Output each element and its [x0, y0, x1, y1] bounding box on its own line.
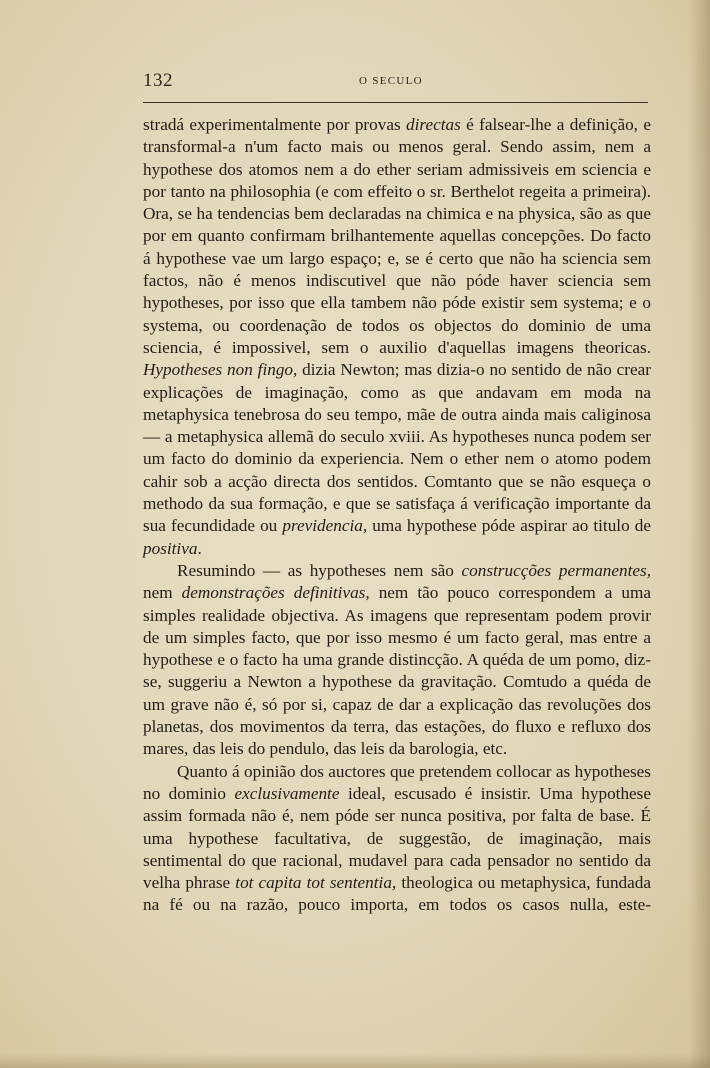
italic-phrase: demonstrações definitivas, [181, 583, 370, 603]
header-rule [143, 102, 648, 103]
text-run: stradá experimentalmente por provas [143, 115, 407, 134]
text-run: dizia Newton; mas dizia-o no sentido de não crear explicações de imaginação, como as que andavam em moda na metaphysica tenebrosa do seu tempo, mãe de outra ainda mais caliginosa — a metaphysica allemã do seculo xviii. As hypotheses nunca podem ser um facto do dominio da experiencia. Nem o ether nem o atomo podem cahir sob a acção directa dos sentidos. Comtanto que se não esqueça o methodo da sua formação, e que se satisfaça á verificação importante da sua fecundidade ou [143, 360, 651, 536]
page-bottom-shadow [0, 1054, 710, 1068]
text-run: theologica ou metaphysica, fundada na fé ou na razão, pouco importa, em todos os casos nulla, este- [143, 873, 651, 915]
italic-phrase: exclusivamente [234, 783, 340, 803]
text-run: ideal, escusado é insistir. Uma hypothese assim formada não é, nem póde ser nunca positiva, por falta de base. É uma hypothese facultativa, de suggestão, de imaginação, mais sentimental do que racional, mudavel para cada pensador no sentido da velha phrase [143, 783, 651, 893]
italic-phrase: positiva [143, 538, 198, 558]
page-number: 132 [143, 70, 173, 91]
text-run: nem [143, 583, 182, 603]
text-run: Resumindo — as hypotheses nem são [177, 560, 462, 580]
text-run: . [197, 538, 202, 558]
italic-phrase: Hypotheses non fingo, [143, 360, 298, 380]
text-run: uma hypothese póde aspirar ao titulo de [367, 516, 651, 536]
paragraph [143, 114, 651, 560]
italic-phrase: tot capita tot sententia, [235, 873, 397, 893]
paragraph [143, 560, 651, 761]
text-run: Quanto á opinião dos auctores que pretendem collocar as hypotheses no dominio [143, 761, 651, 803]
body-text [143, 114, 651, 917]
text-run: nem tão pouco correspondem a uma simples realidade objectiva. As imagens que representam podem provir de um simples facto, que por isso mesmo é um facto geral, mas entre a hypothese e o facto ha uma grande distincção. A quéda de um pomo, diz-se, suggeriu a Newton a hypothese da gravitação. Comtudo a quéda de um grave não é, só por si, capaz de dar a explicação das revoluções dos planetas, dos movimentos da terra, das estações, do fluxo e refluxo dos mares, das leis do pendulo, das leis da barologia, etc. [143, 583, 651, 759]
page-edge-shadow [688, 0, 710, 1068]
italic-phrase: previdencia, [282, 516, 368, 536]
italic-phrase: construcções permanentes, [461, 560, 652, 580]
page-header [143, 70, 648, 96]
italic-phrase: directas [406, 115, 461, 134]
running-title: O SECULO [359, 75, 423, 87]
paragraph [143, 761, 651, 917]
text-run: é falsear-lhe a definição, e transformal-a n'um facto mais ou menos geral. Sendo assim, nem a hypothese dos atomos nem a do ether seriam admissiveis em sciencia e por tanto na philosophia (e com effeito o sr. Berthelot regeita a primeira). Ora, se ha tendencias bem declaradas na chimica e na physica, são as que por em quanto confirmam brilhantemente aquellas concepções. Do facto á hypothese vae um largo espaço; e, se é certo que não ha sciencia sem factos, não é menos indiscutivel que não póde haver sciencia sem hypotheses, por isso que ella tambem não póde existir sem systema; e o systema, ou coordenação de todos os objectos do dominio de uma sciencia, é impossivel, sem o auxilio d'aquellas imagens theoricas. [143, 115, 651, 357]
